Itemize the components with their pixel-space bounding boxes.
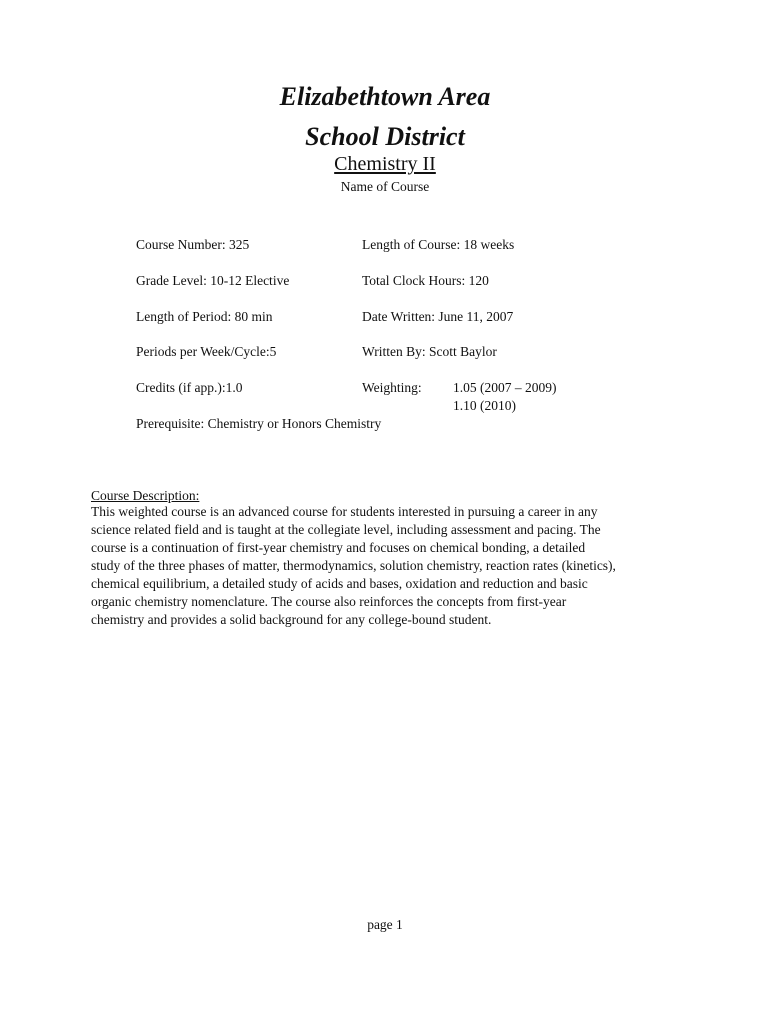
district-name-line2: School District — [305, 122, 465, 151]
weighting-value-1: 1.05 (2007 – 2009) — [453, 380, 557, 395]
course-title-caption: Name of Course — [340, 179, 430, 194]
course-title — [0, 152, 770, 176]
length-of-course: Length of Course: 18 weeks — [362, 237, 515, 252]
written-by: Written By: Scott Baylor — [362, 344, 497, 359]
weighting-value-2: 1.10 (2010) — [453, 398, 516, 413]
description-line: chemistry and provides a solid background for any college-bound student. — [91, 612, 492, 627]
grade-level: Grade Level: 10-12 Elective — [136, 273, 290, 288]
course-title-text: Chemistry II — [334, 153, 436, 175]
description-line: chemical equilibrium, a detailed study of acids and bases, oxidation and reduction and basic — [91, 576, 588, 591]
prerequisite: Prerequisite: Chemistry or Honors Chemistry — [136, 416, 382, 431]
total-clock-hours: Total Clock Hours: 120 — [362, 273, 489, 288]
weighting-label: Weighting: — [362, 380, 422, 395]
date-written: Date Written: June 11, 2007 — [362, 309, 514, 324]
description-line: science related field and is taught at the collegiate level, including assessment and pacing. The — [91, 522, 601, 537]
page-number: page 1 — [367, 917, 403, 932]
credits: Credits (if app.):1.0 — [136, 380, 243, 395]
course-description-heading: Course Description: — [91, 488, 200, 503]
description-line: This weighted course is an advanced course for students interested in pursuing a career in any — [91, 504, 598, 519]
course-description-body — [91, 503, 671, 629]
periods-per-week: Periods per Week/Cycle:5 — [136, 344, 277, 359]
length-of-period: Length of Period: 80 min — [136, 309, 273, 324]
district-name-line1: Elizabethtown Area — [279, 82, 491, 111]
description-line: organic chemistry nomenclature. The course also reinforces the concepts from first-year — [91, 594, 567, 609]
description-line: study of the three phases of matter, thermodynamics, solution chemistry, reaction rates (kinetics), — [91, 558, 616, 573]
course-number: Course Number: 325 — [136, 237, 250, 252]
description-line: course is a continuation of first-year chemistry and focuses on chemical bonding, a detailed — [91, 540, 586, 555]
